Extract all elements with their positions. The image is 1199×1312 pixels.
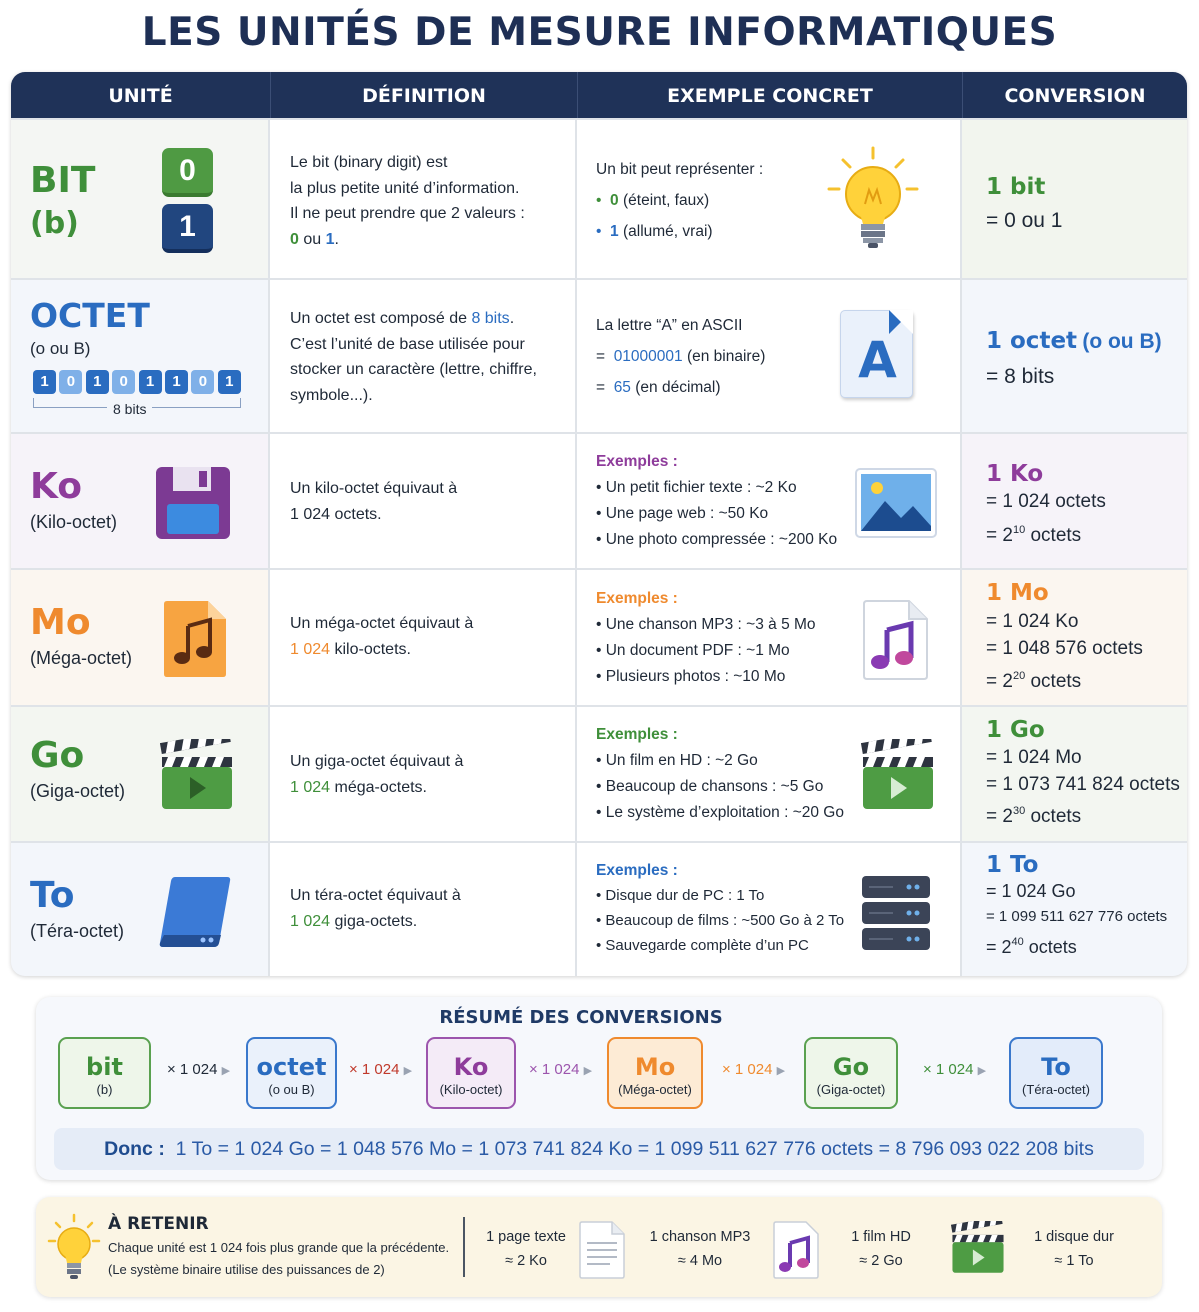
unit-symbol-bit: (b) <box>30 206 79 241</box>
example-ko: Exemples : • Un petit fichier texte : ~2 Ko • Une page web : ~50 Ko • Une photo compressée : ~200 Ko <box>596 453 838 548</box>
donc-bar: Donc : 1 To = 1 024 Go = 1 048 576 Mo = 1 073 741 824 Ko = 1 099 511 627 776 octets = 8 796 093 022 208 bits <box>54 1128 1144 1170</box>
bit-cell: 0 <box>59 370 82 394</box>
unit-name-ko: Ko <box>30 466 82 507</box>
bit-zero-icon: 0 <box>162 148 213 197</box>
retenir-line-2: (Le système binaire utilise des puissances de 2) <box>108 1262 385 1277</box>
unit-symbol-ko: (Kilo-octet) <box>30 512 118 532</box>
example-to: Exemples : • Disque dur de PC : 1 To • Beaucoup de films : ~500 Go à 2 To • Sauvegarde complète d’un PC <box>596 862 845 954</box>
table-row-to <box>11 841 1187 976</box>
retenir-title: À RETENIR <box>108 1214 209 1234</box>
lightbulb-icon <box>46 1213 102 1283</box>
arrow-x1024: × 1 024 ▶ <box>529 1061 593 1078</box>
music-file-icon <box>162 600 228 678</box>
clapperboard-icon <box>160 739 234 811</box>
music-note-icon <box>772 1221 820 1279</box>
retenir-item-film: 1 film HD ≈ 2 Go <box>851 1229 911 1269</box>
chip-go: Go (Giga-octet) <box>804 1037 898 1109</box>
chip-octet: octet (o ou B) <box>246 1037 337 1109</box>
definition-mo: Un méga-octet équivaut à 1 024 kilo-octets. <box>290 615 474 658</box>
arrow-x1024: × 1 024 ▶ <box>167 1061 231 1078</box>
units-table <box>11 72 1187 976</box>
table-row-bit <box>11 118 1187 278</box>
summary-title: RÉSUMÉ DES CONVERSIONS <box>439 1007 723 1028</box>
bit-cell: 1 <box>165 370 188 394</box>
lightbulb-icon <box>823 144 923 254</box>
bit-cell: 0 <box>112 370 135 394</box>
image-icon <box>855 468 937 538</box>
server-icon <box>861 875 931 951</box>
clapperboard-icon <box>861 739 935 811</box>
conversion-go: 1 Go = 1 024 Mo = 1 073 741 824 octets = $2^{30}$ octets <box>986 717 1180 827</box>
retenir-line-1: Chaque unité est 1 024 fois plus grande que la précédente. <box>108 1240 450 1255</box>
table-row-octet <box>11 278 1187 432</box>
floppy-disk-icon <box>155 466 231 540</box>
bit-cell: 1 <box>33 370 56 394</box>
unit-symbol-mo: (Méga-octet) <box>30 648 133 668</box>
example-octet: La lettre “A” en ASCII = 01000001 (en binaire) = 65 (en décimal) <box>596 317 766 396</box>
arrow-x1024: × 1 024 ▶ <box>349 1061 413 1078</box>
unit-name-bit: BIT <box>30 160 96 201</box>
table-row-mo <box>11 568 1187 705</box>
unit-symbol-octet: (o ou B) <box>30 339 91 358</box>
bits-strip <box>33 370 243 394</box>
unit-symbol-go: (Giga-octet) <box>30 781 126 801</box>
definition-octet: Un octet est composé de 8 bits. C’est l’unité de base utilisée pour stocker un caractère (lettre, chiffre, symbole...). <box>290 310 537 404</box>
conversion-bit: 1 bit = 0 ou 1 <box>986 174 1063 232</box>
header-conversion: CONVERSION <box>962 72 1187 118</box>
chip-ko: Ko (Kilo-octet) <box>426 1037 516 1109</box>
example-mo: Exemples : • Une chanson MP3 : ~3 à 5 Mo • Un document PDF : ~1 Mo • Plusieurs photos : ~10 Mo <box>596 590 816 685</box>
conversion-mo: 1 Mo = 1 024 Ko = 1 048 576 octets = $2^{20}$ octets <box>986 580 1143 692</box>
unit-name-to: To <box>30 875 75 916</box>
retenir-item-disque: 1 disque dur ≈ 1 To <box>1034 1229 1114 1269</box>
retenir-item-mp3: 1 chanson MP3 ≈ 4 Mo <box>649 1229 751 1269</box>
clapperboard-icon <box>951 1221 1005 1275</box>
definition-bit: Le bit (binary digit) est la plus petite unité d’information. Il ne peut prendre que 2 valeurs : 0 ou 1. <box>290 154 525 248</box>
bit-cell: 1 <box>218 370 241 394</box>
header-exemple: EXEMPLE CONCRET <box>577 72 962 118</box>
definition-ko: Un kilo-octet équivaut à 1 024 octets. <box>290 480 458 523</box>
chip-to: To (Téra-octet) <box>1009 1037 1103 1109</box>
chip-mo: Mo (Méga-octet) <box>607 1037 703 1109</box>
header-definition: DÉFINITION <box>270 72 577 118</box>
example-go: Exemples : • Un film en HD : ~2 Go • Beaucoup de chansons : ~5 Go • Le système d’exploitation : ~20 Go <box>596 726 844 821</box>
arrow-x1024: × 1 024 ▶ <box>923 1061 987 1078</box>
table-header <box>11 72 1187 118</box>
table-row-go <box>11 705 1187 841</box>
bit-cell: 0 <box>191 370 214 394</box>
conversion-to: 1 To = 1 024 Go = 1 099 511 627 776 octets = $2^{40}$ octets <box>986 852 1168 957</box>
music-note-icon <box>861 600 929 680</box>
conversion-ko: 1 Ko = 1 024 octets = $2^{10}$ octets <box>986 461 1106 546</box>
definition-go: Un giga-octet équivaut à 1 024 méga-octets. <box>290 753 464 796</box>
conversion-octet: 1 octet (o ou B) = 8 bits <box>986 328 1162 388</box>
definition-to: Un téra-octet équivaut à 1 024 giga-octets. <box>290 887 461 930</box>
text-page-icon <box>578 1221 626 1279</box>
bit-cell: 1 <box>86 370 109 394</box>
chip-bit: bit (b) <box>58 1037 151 1109</box>
arrow-x1024: × 1 024 ▶ <box>722 1061 786 1078</box>
header-unite: UNITÉ <box>108 85 173 107</box>
conversion-summary <box>36 997 1162 1180</box>
hard-drive-icon <box>155 873 235 953</box>
table-row-ko <box>11 432 1187 568</box>
retenir-box <box>36 1197 1162 1297</box>
bits-label: 8 bits <box>107 401 152 417</box>
bit-one-icon: 1 <box>162 204 213 253</box>
retenir-separator <box>463 1217 465 1277</box>
bit-cell: 1 <box>139 370 162 394</box>
unit-name-octet: OCTET <box>30 296 150 335</box>
page-title: LES UNITÉS DE MESURE INFORMATIQUES <box>141 10 1058 55</box>
retenir-item-page: 1 page texte ≈ 2 Ko <box>486 1229 566 1269</box>
unit-symbol-to: (Téra-octet) <box>30 921 125 941</box>
unit-name-go: Go <box>30 735 85 776</box>
unit-name-mo: Mo <box>30 602 91 643</box>
example-bit: Un bit peut représenter : • 0 (éteint, faux) • 1 (allumé, vrai) <box>596 161 764 240</box>
document-letter-a-icon: A <box>840 310 913 398</box>
